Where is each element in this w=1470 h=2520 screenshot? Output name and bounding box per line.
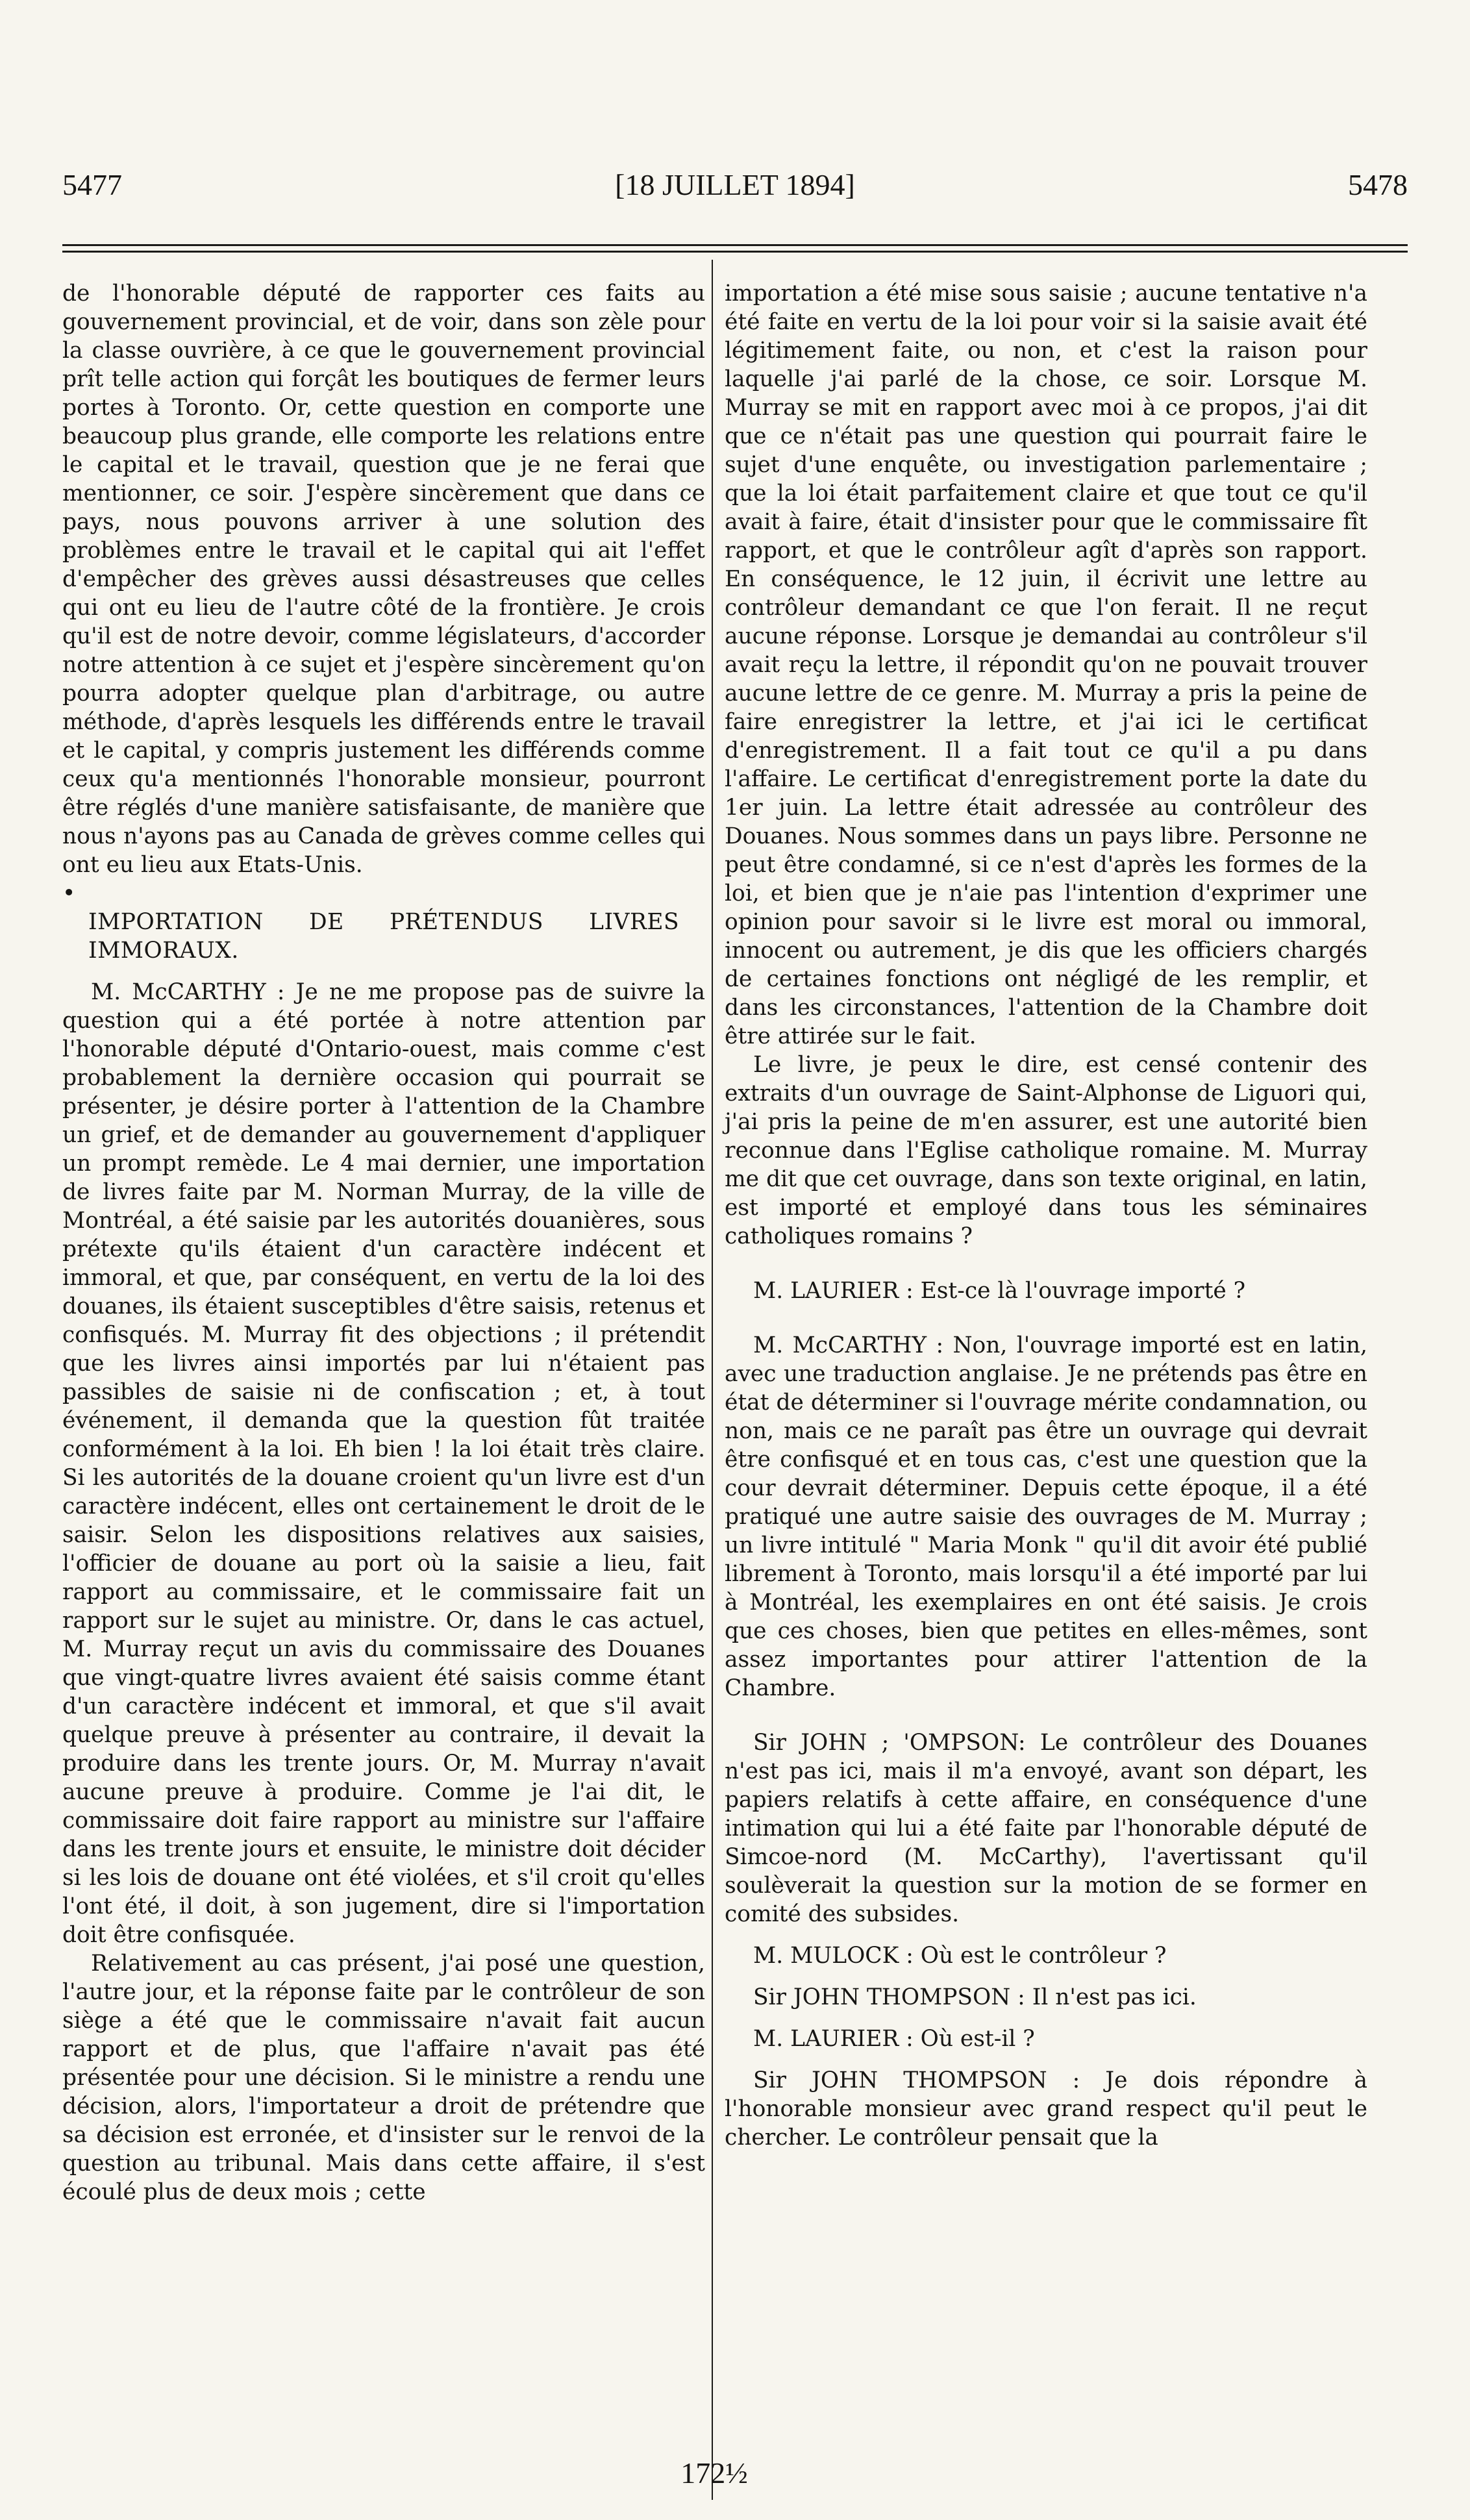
header-rule-bottom xyxy=(62,251,1408,253)
speaker-paragraph: Sir JOHN THOMPSON : Je dois répondre à l'honorable monsieur avec grand respect qu'il peut le chercher. Le contrôleur pensait que la xyxy=(725,2067,1367,2151)
speaker-paragraph: M. LAURIER : Où est-il ? xyxy=(753,2026,1035,2052)
header-date: [18 JUILLET 1894] xyxy=(615,168,855,201)
page-number-left: 5477 xyxy=(62,168,122,201)
right-column xyxy=(725,279,1367,2152)
speaker-paragraph: M. McCARTHY : Non, l'ouvrage importé est en latin, avec une traduction anglaise. Je ne prétends pas être en état de déterminer si l'ouvrage mérite condamnation, ou non, mais ce ne paraît pas être un ouvrage qui devrait être confisqué et en tous cas, c'est une question que la cour devrait déterminer. Depuis cette époque, il a été pratiqué une autre saisie des ouvrages de M. Murray ; un livre intitulé " Maria Monk " qu'il dit avoir été publié librement à Toronto, mais lorsqu'il a été importé par lui à Montréal, les exemplaires en ont été saisis. Je crois que ces choses, bien que petites en elles-mêmes, sont assez importantes pour attirer l'attention de la Chambre. xyxy=(725,1332,1367,1701)
paragraph: Relativement au cas présent, j'ai posé une question, l'autre jour, et la réponse faite par le contrôleur de son siège a été que le commissaire n'avait fait aucun rapport et de plus, que l'affaire n'avait pas été présentée pour une décision. Si le ministre a rendu une décision, alors, l'importateur a droit de prétendre que sa décision est erronée, et d'insister sur le renvoi de la question au tribunal. Mais dans cette affaire, il s'est écoulé plus de deux mois ; cette xyxy=(62,1951,705,2205)
section-dot: • xyxy=(62,880,76,906)
paragraph: de l'honorable député de rapporter ces faits au gouvernement provincial, et de voir, dans son zèle pour la classe ouvrière, à ce que le gouvernement provincial prît telle action qui forçât les boutiques de fermer leurs portes à Toronto. Or, cette question en comporte une beaucoup plus grande, elle comporte les relations entre le capital et le travail, question que je ne ferai que mentionner, ce soir. J'espère sincèrement que dans ce pays, nous pouvons arriver à une solution des problèmes entre le travail et le capital qui ait l'effet d'empêcher des grèves aussi désastreuses que celles qui ont eu lieu de l'autre côté de la frontière. Je crois qu'il est de notre devoir, comme législateurs, d'accorder notre attention à ce sujet et j'espère sincèrement qu'on pourra adopter quelque plan d'arbitrage, ou autre méthode, d'après lesquels les différends entre le travail et le capital, y compris justement les différends comme ceux qu'a mentionnés l'honorable monsieur, pourront être réglés d'une manière satisfaisante, de manière que nous n'ayons pas au Canada de grèves comme celles qui ont eu lieu aux Etats-Unis. xyxy=(62,281,705,878)
section-title: IMPORTATION DE PRÉTENDUS LIVRES IMMORAUX. xyxy=(88,909,679,964)
speaker-paragraph: M. MULOCK : Où est le contrôleur ? xyxy=(753,1943,1167,1969)
paragraph: importation a été mise sous saisie ; aucune tentative n'a été faite en vertu de la loi pour voir si la saisie avait été légitimement faite, ou non, et c'est la raison pour laquelle j'ai parlé de la chose, ce soir. Lorsque M. Murray se mit en rapport avec moi à ce propos, j'ai dit que ce n'était pas une question qui pourrait faire le sujet d'une enquête, ou investigation parlementaire ; que la loi était parfaitement claire et que tout ce qu'il avait à faire, était d'insister pour que le commissaire fît rapport, et que le contrôleur agît d'après son rapport. En conséquence, le 12 juin, il écrivit une lettre au contrôleur demandant ce que l'on ferait. Il ne reçut aucune réponse. Lorsque je demandai au contrôleur s'il avait reçu la lettre, il répondit qu'on ne pouvait trouver aucune lettre de ce genre. M. Murray a pris la peine de faire enregistrer la lettre, et j'ai ici le certificat d'enregistrement. Il a fait tout ce qu'il a pu dans l'affaire. Le certificat d'enregistrement porte la date du 1er juin. La lettre était adressée au contrôleur des Douanes. Nous sommes dans un pays libre. Personne ne peut être condamné, si ce n'est d'après les formes de la loi, et bien que je n'aie pas l'intention d'exprimer une opinion pour savoir si le livre est moral ou immoral, innocent ou autrement, je dis que les officiers chargés de certaines fonctions ont négligé de les remplir, et dans les circonstances, l'attention de la Chambre doit être attirée sur le fait. xyxy=(725,281,1367,1049)
header-rule-top xyxy=(62,244,1408,246)
page-number-right: 5478 xyxy=(1348,168,1408,201)
speaker-paragraph: Sir JOHN ; 'OMPSON: Le contrôleur des Douanes n'est pas ici, mais il m'a envoyé, avant son départ, les papiers relatifs à cette affaire, en conséquence d'une intimation qui lui a été faite par l'honorable député de Simcoe-nord (M. McCarthy), l'avertissant qu'il soulèverait la question sur la motion de se former en comité des subsides. xyxy=(725,1730,1367,1927)
page-header xyxy=(62,168,1408,206)
paragraph: M. McCARTHY : Je ne me propose pas de suivre la question qui a été portée à notre attention par l'honorable député d'Ontario-ouest, mais comme c'est probablement la dernière occasion qui pourrait se présenter, je désire porter à l'attention de la Chambre un grief, et de demander au gouvernement d'appliquer un prompt remède. Le 4 mai dernier, une importation de livres faite par M. Norman Murray, de la ville de Montréal, a été saisie par les autorités douanières, sous prétexte qu'ils étaient d'un caractère indécent et immoral, et que, par conséquent, en vertu de la loi des douanes, ils étaient susceptibles d'être saisis, retenus et confisqués. M. Murray fit des objections ; il prétendit que les livres ainsi importés par lui n'étaient pas passibles de saisie ni de confiscation ; et, à tout événement, il demanda que la question fût traitée conformément à la loi. Eh bien ! la loi était très claire. Si les autorités de la douane croient qu'un livre est d'un caractère indécent, elles ont certainement le droit de le saisir. Selon les dispositions relatives aux saisies, l'officier de douane au port où la saisie a lieu, fait rapport au commissaire, et le commissaire fait un rapport sur le sujet au ministre. Or, dans le cas actuel, M. Murray reçut un avis du commissaire des Douanes que vingt-quatre livres avaient été saisis comme étant d'un caractère indécent et immoral, et que s'il avait quelque preuve à présenter au contraire, il devait la produire dans les trente jours. Or, M. Murray n'avait aucune preuve à produire. Comme je l'ai dit, le commissaire doit faire rapport au ministre sur l'affaire dans les trente jours et ensuite, le ministre doit décider si les lois de douane ont été violées, et s'il croit qu'elles l'ont été, il doit, à son jugement, dire si l'importation doit être confisquée. xyxy=(62,979,705,1948)
speaker-paragraph: M. LAURIER : Est-ce là l'ouvrage importé ? xyxy=(753,1278,1246,1304)
paragraph: Le livre, je peux le dire, est censé contenir des extraits d'un ouvrage de Saint-Alphonse de Liguori qui, j'ai pris la peine de m'en assurer, est une autorité bien reconnue dans l'Eglise catholique romaine. M. Murray me dit que cet ouvrage, dans son texte original, en latin, est importé et employé dans tous les séminaires catholiques romains ? xyxy=(725,1052,1367,1249)
left-column xyxy=(62,279,705,2206)
speaker-paragraph: Sir JOHN THOMPSON : Il n'est pas ici. xyxy=(753,1984,1197,2010)
column-divider xyxy=(712,260,713,2500)
folio-number: 172½ xyxy=(680,2456,748,2489)
